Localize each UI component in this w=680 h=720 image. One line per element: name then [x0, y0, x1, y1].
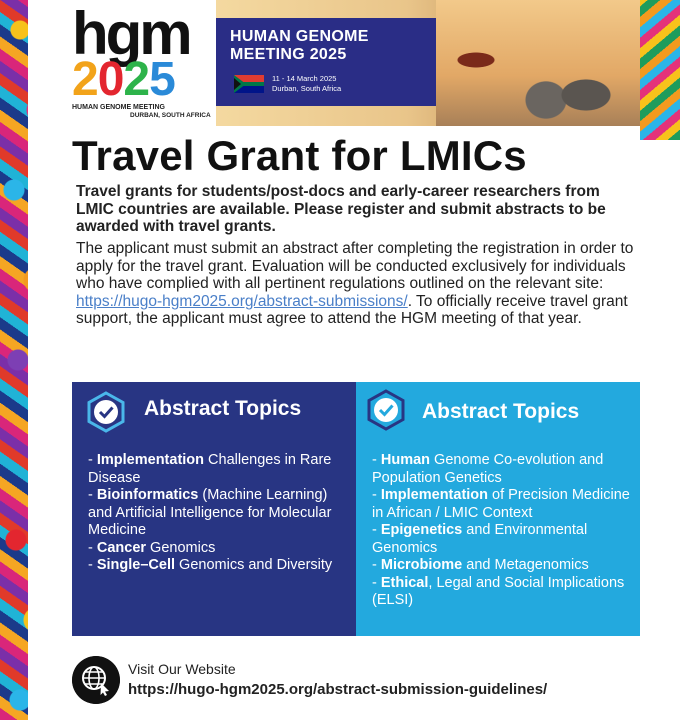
- banner-dates: 11 - 14 March 2025 Durban, South Africa: [272, 74, 342, 93]
- topics-list: [88, 452, 350, 575]
- check-hexagon-icon: [364, 388, 408, 432]
- globe-icon: [72, 656, 120, 704]
- panel-heading: Abstract Topics: [422, 400, 580, 423]
- south-africa-flag-icon: [234, 75, 264, 93]
- website-link[interactable]: https://hugo-hgm2025.org/abstract-submission-guidelines/: [128, 681, 548, 698]
- list-item: - Ethical, Legal and Social Implications (ELSI): [372, 574, 625, 608]
- logo-letters: hgm: [72, 0, 190, 67]
- wildlife-photo: [436, 0, 640, 126]
- flyer: [28, 0, 640, 720]
- visit-website-label: Visit Our Website: [128, 661, 236, 677]
- list-item: - Implementation of Precision Medicine in African / LMIC Context: [372, 487, 630, 521]
- logo-subtitle: HUMAN GENOME MEETING DURBAN, SOUTH AFRICA: [72, 104, 211, 119]
- list-item: - Bioinformatics (Machine Learning) and Artificial Intelligence for Molecular Medicine: [88, 487, 332, 538]
- list-item: - Cancer Genomics: [88, 539, 216, 556]
- list-item: - Single–Cell Genomics and Diversity: [88, 557, 333, 573]
- intro-text: Travel grants for students/post-docs and early-career researchers from LMIC countries are available. Please register and submit abstracts to be awarded with travel grants.: [76, 183, 606, 235]
- logo-place: DURBAN, SOUTH AFRICA: [130, 112, 211, 119]
- list-item: - Epigenetics and Environmental Genomics: [372, 522, 588, 556]
- topics-list: [372, 452, 634, 610]
- check-hexagon-icon: [84, 390, 128, 434]
- meeting-banner: [216, 0, 640, 126]
- african-print-decoration-right: [640, 0, 680, 140]
- list-item: - Human Genome Co-evolution and Population Genetics: [372, 452, 604, 486]
- topics-panel-right: [356, 382, 640, 636]
- banner-title: HUMAN GENOME MEETING 2025: [230, 28, 369, 63]
- logo-year: 2025: [72, 53, 175, 106]
- topics-panel-left: [72, 382, 356, 636]
- body-text: The applicant must submit an abstract after completing the registration in order to apply for the travel grant. Evaluation will be conducted exclusively for individuals who have complied with all pertinent regulations outlined on the relevant site: https://hugo-hgm2025.org/abstract-submissions/. To officially receive travel grant support, the applicant must agree to attend the HGM meeting of that year.: [76, 240, 634, 328]
- panel-heading: Abstract Topics: [144, 397, 302, 420]
- abstract-submissions-link[interactable]: https://hugo-hgm2025.org/abstract-submissions/: [76, 292, 408, 310]
- list-item: - Implementation Challenges in Rare Disease: [88, 452, 332, 486]
- page-title: Travel Grant for LMICs: [72, 132, 527, 179]
- banner-title-box: [216, 18, 436, 106]
- list-item: - Microbiome and Metagenomics: [372, 557, 589, 573]
